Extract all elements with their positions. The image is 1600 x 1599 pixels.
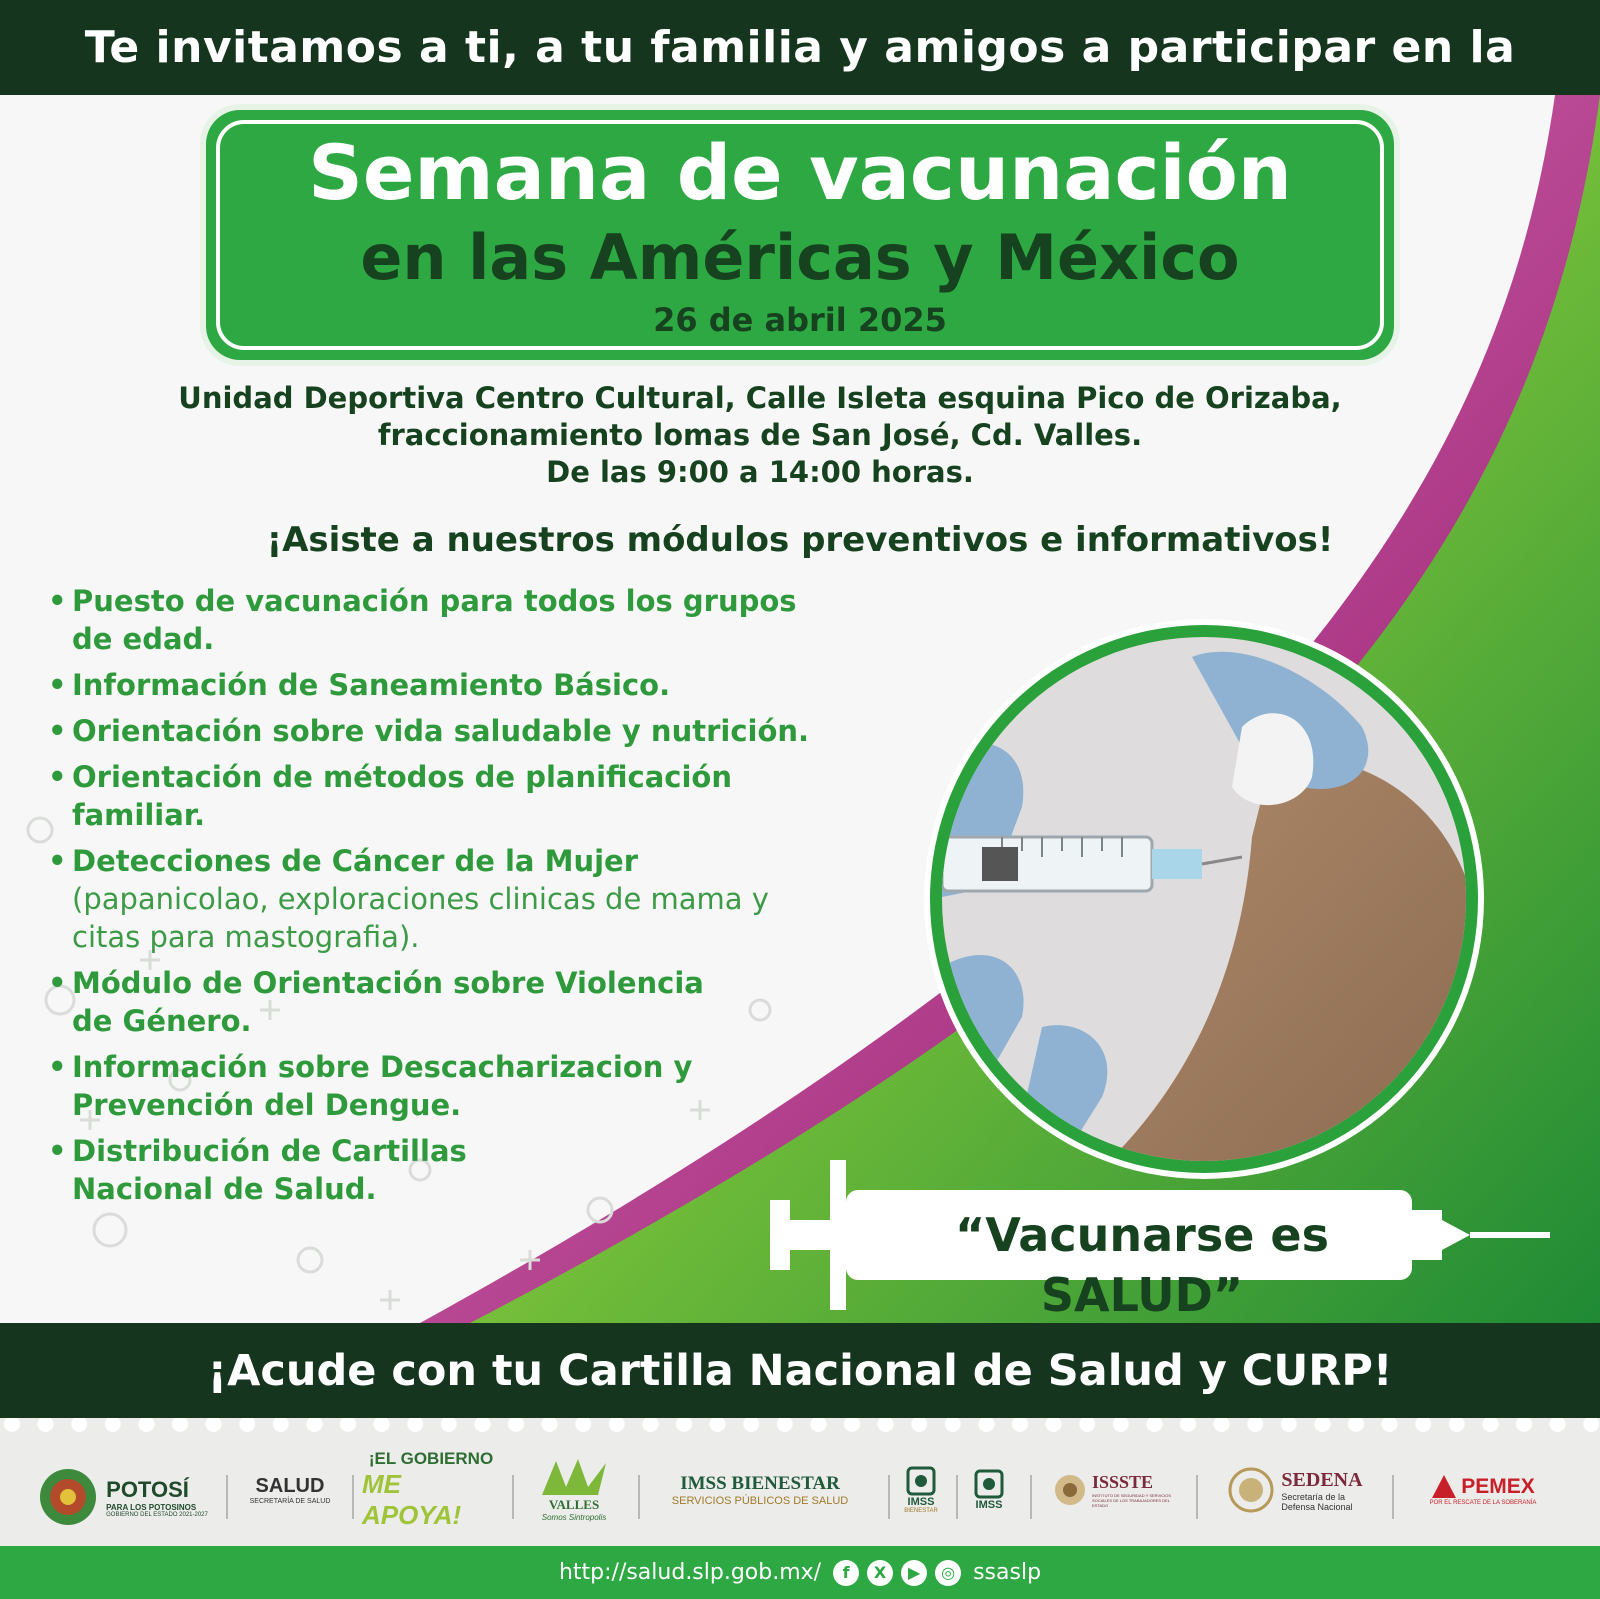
perforation-dot — [911, 1418, 927, 1432]
perforation-dot — [206, 1418, 222, 1432]
perforation-dot — [1281, 1418, 1297, 1432]
sedena-sub1: Secretaría de la — [1281, 1491, 1345, 1502]
potosi-sub1: PARA LOS POTOSINOS — [106, 1502, 197, 1512]
imss-bienestar-logo — [650, 1458, 870, 1522]
pemex-drop-icon — [1431, 1474, 1457, 1500]
perforation-dot — [575, 1418, 591, 1432]
logo-divider — [956, 1475, 958, 1519]
gobierno-line1: ¡EL GOBIERNO — [368, 1449, 494, 1468]
perforation-dot — [4, 1418, 20, 1432]
imss-name: IMSS — [975, 1499, 1003, 1511]
social-icons — [833, 1560, 961, 1586]
perforation-dot — [1180, 1418, 1196, 1432]
modules-list — [48, 582, 838, 1216]
perforation-dot — [844, 1418, 860, 1432]
x-icon[interactable]: X — [867, 1560, 893, 1586]
youtube-icon[interactable]: ▶ — [901, 1560, 927, 1586]
perforation-dot — [542, 1418, 558, 1432]
location-hours: De las 9:00 a 14:00 horas. — [546, 455, 974, 489]
instagram-icon[interactable]: ◎ — [935, 1560, 961, 1586]
logo-divider — [1196, 1475, 1198, 1519]
perforation-dot — [1314, 1418, 1330, 1432]
gobierno-line2: ME APOYA! — [362, 1469, 462, 1530]
perforation-dot — [71, 1418, 87, 1432]
list-item: • Distribución de Cartillas Nacional de Salud. — [48, 1134, 467, 1206]
perforation-dot — [508, 1418, 524, 1432]
salud-name: SALUD — [255, 1475, 325, 1497]
perforation-dot — [609, 1418, 625, 1432]
list-item: • Puesto de vacunación para todos los grupos de edad. — [48, 584, 797, 656]
location-line-1: Unidad Deportiva Centro Cultural, Calle Isleta esquina Pico de Orizaba, — [178, 381, 1342, 415]
perforation-dot — [1415, 1418, 1431, 1432]
sedena-logo — [1210, 1460, 1380, 1520]
cta-banner: ¡Acude con tu Cartilla Nacional de Salud y CURP! — [0, 1323, 1600, 1418]
potosi-sub2: GOBIERNO DEL ESTADO 2021-2027 — [106, 1511, 208, 1518]
imss-bienestar-name: IMSS BIENESTAR — [680, 1473, 840, 1494]
perforation-dot — [1348, 1418, 1364, 1432]
pemex-sub: POR EL RESCATE DE LA SOBERANÍA — [1429, 1500, 1537, 1506]
event-subtitle: en las Américas y México — [360, 221, 1240, 294]
perforation-dot — [743, 1418, 759, 1432]
imss-bienestar-small-logo — [898, 1460, 944, 1520]
perforated-edge — [0, 1418, 1600, 1444]
imss-bienestar-sub: SERVICIOS PÚBLICOS DE SALUD — [671, 1495, 849, 1507]
perforation-dot — [1516, 1418, 1532, 1432]
sedena-sub2: Defensa Nacional — [1281, 1501, 1353, 1512]
pemex-logo — [1408, 1462, 1558, 1518]
perforation-dot — [676, 1418, 692, 1432]
perforation-dot — [978, 1418, 994, 1432]
vaccination-photo — [930, 625, 1478, 1173]
social-handle[interactable]: ssaslp — [973, 1560, 1042, 1585]
issste-sub: INSTITUTO DE SEGURIDAD Y SERVICIOS SOCIALES DE LOS TRABAJADORES DEL ESTADO — [1092, 1493, 1172, 1508]
perforation-dot — [138, 1418, 154, 1432]
perforation-dot — [810, 1418, 826, 1432]
valles-sub: Somos Sintropolis — [541, 1512, 607, 1522]
event-title: Semana de vacunación — [308, 128, 1292, 217]
footer-bar — [0, 1546, 1600, 1599]
perforation-dot — [474, 1418, 490, 1432]
perforation-dot — [407, 1418, 423, 1432]
pemex-name: PEMEX — [1461, 1475, 1535, 1498]
perforation-dot — [945, 1418, 961, 1432]
list-item: • Orientación de métodos de planificación familiar. — [48, 760, 733, 832]
imss-small-name: IMSS — [907, 1496, 935, 1508]
imss-logo — [966, 1462, 1012, 1518]
perforation-dot — [1214, 1418, 1230, 1432]
list-item: • Información sobre Descacharizacion y Prevención del Dengue. — [48, 1050, 693, 1122]
perforation-dot — [273, 1418, 289, 1432]
perforation-dot — [878, 1418, 894, 1432]
perforation-dot — [306, 1418, 322, 1432]
event-location — [150, 380, 1370, 491]
logo-divider — [888, 1475, 890, 1519]
valles-name: VALLES — [548, 1496, 600, 1512]
perforation-dot — [1046, 1418, 1062, 1432]
mexican-seal-icon — [1227, 1466, 1275, 1514]
logo-divider — [1030, 1475, 1032, 1519]
sedena-name: SEDENA — [1281, 1468, 1363, 1491]
gobierno-me-apoya-logo — [362, 1449, 500, 1530]
logo-divider — [226, 1475, 228, 1519]
imss-small-sub: BIENESTAR — [904, 1508, 938, 1514]
perforation-dot — [642, 1418, 658, 1432]
perforation-dot — [1146, 1418, 1162, 1432]
imss-icon — [974, 1469, 1004, 1499]
perforation-dot — [239, 1418, 255, 1432]
perforation-dot — [1012, 1418, 1028, 1432]
logo-divider — [1392, 1475, 1394, 1519]
perforation-dot — [340, 1418, 356, 1432]
perforation-dot — [105, 1418, 121, 1432]
event-date: 26 de abril 2025 — [653, 301, 947, 339]
perforation-dot — [1550, 1418, 1566, 1432]
modules-heading: ¡Asiste a nuestros módulos preventivos e informativos! — [266, 520, 1334, 560]
logo-divider — [512, 1475, 514, 1519]
potosi-logo — [32, 1455, 212, 1539]
perforation-dot — [1482, 1418, 1498, 1432]
perforation-dot — [1583, 1418, 1599, 1432]
valles-emblem-icon — [536, 1457, 612, 1497]
list-item: • Módulo de Orientación sobre Violencia de Género. — [48, 966, 704, 1038]
valles-logo — [526, 1448, 622, 1530]
perforation-dot — [710, 1418, 726, 1432]
salud-sub: SECRETARÍA DE SALUD — [249, 1498, 331, 1505]
website-link[interactable]: http://salud.slp.gob.mx/ — [558, 1560, 822, 1585]
imss-eagle-icon — [906, 1466, 936, 1496]
perforation-dot — [441, 1418, 457, 1432]
perforation-dot — [38, 1418, 54, 1432]
issste-emblem-icon — [1052, 1472, 1088, 1508]
issste-logo — [1050, 1460, 1180, 1520]
perforation-dot — [777, 1418, 793, 1432]
perforation-dot — [1079, 1418, 1095, 1432]
facebook-icon[interactable]: f — [833, 1560, 859, 1586]
title-box — [206, 110, 1394, 360]
perforation-dot — [1449, 1418, 1465, 1432]
slogan: “Vacunarse es SALUD” — [954, 1208, 1330, 1322]
perforation-dot — [1382, 1418, 1398, 1432]
perforation-dot — [374, 1418, 390, 1432]
potosi-name: POTOSÍ — [106, 1476, 189, 1502]
perforation-dot — [1247, 1418, 1263, 1432]
location-line-2: fraccionamiento lomas de San José, Cd. Valles. — [377, 418, 1143, 452]
injection-illustration — [942, 637, 1466, 1161]
perforation-dot — [1113, 1418, 1129, 1432]
list-item: • Orientación sobre vida saludable y nutrición. — [48, 714, 810, 748]
salud-logo — [240, 1465, 340, 1515]
potosi-emblem-icon — [36, 1465, 100, 1529]
list-item: • Información de Saneamiento Básico. — [48, 668, 671, 702]
logo-divider — [352, 1475, 354, 1519]
logo-divider — [638, 1475, 640, 1519]
perforation-dot — [172, 1418, 188, 1432]
list-item: • Detecciones de Cáncer de la Mujer (papanicolao, exploraciones clinicas de mama y citas para mastografia). — [48, 844, 769, 954]
issste-name: ISSSTE — [1092, 1472, 1154, 1492]
invitation-banner: Te invitamos a ti, a tu familia y amigos a participar en la — [0, 0, 1600, 95]
